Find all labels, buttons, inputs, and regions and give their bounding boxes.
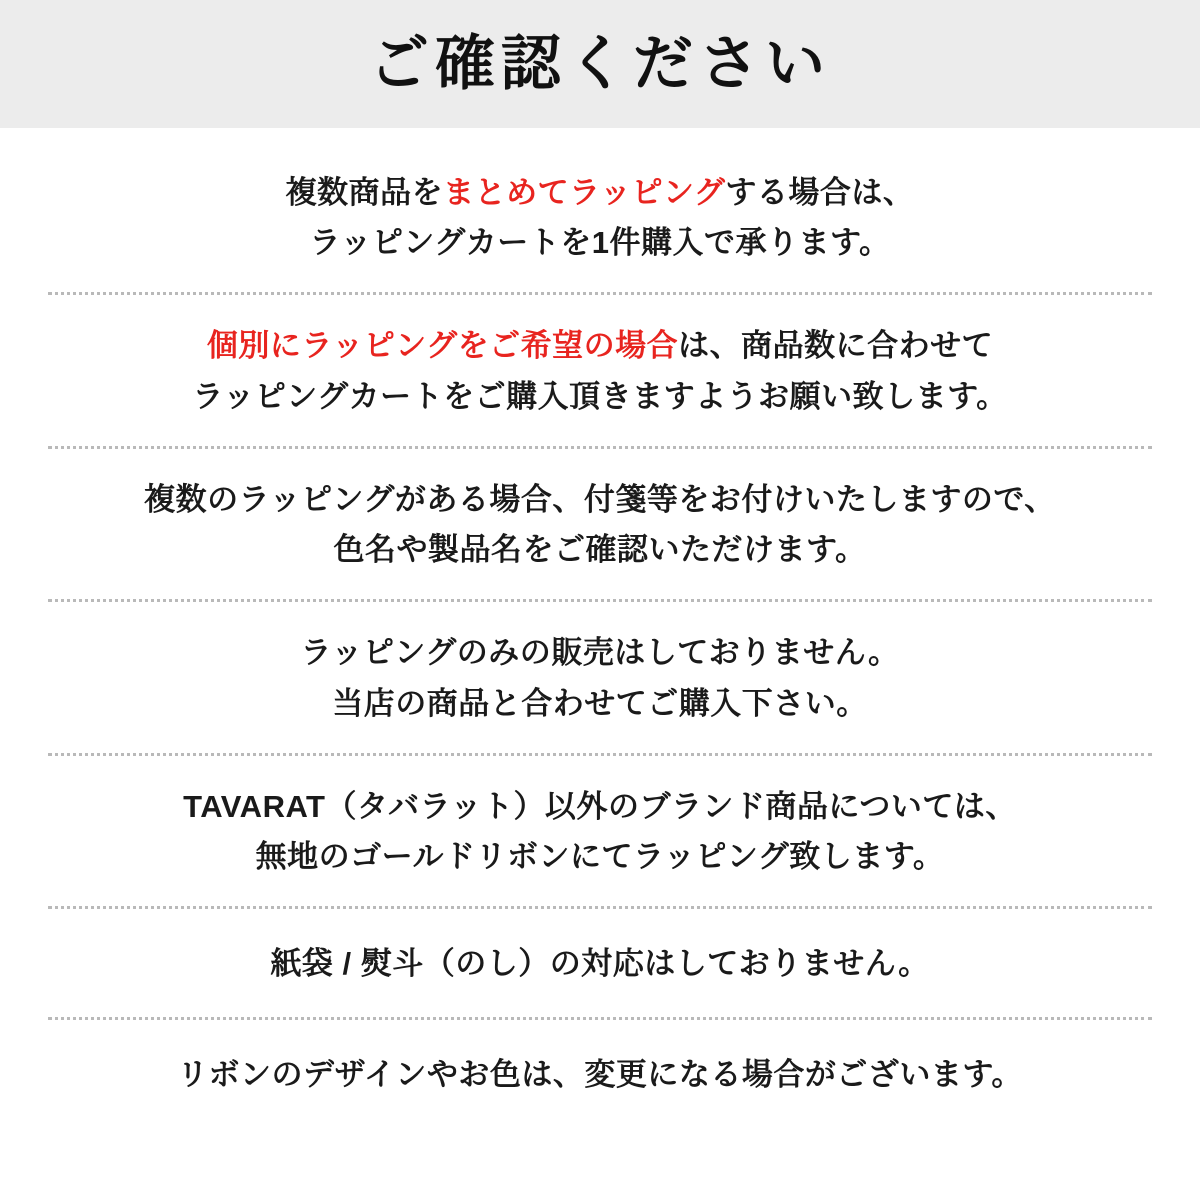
notice-line (48, 372, 1152, 422)
note-individual-wrapping (48, 295, 1152, 448)
notice-line (48, 218, 1152, 268)
highlighted-text: まとめてラッピング (443, 175, 726, 210)
notice-line (48, 525, 1152, 575)
notice-line (48, 475, 1152, 525)
page-header (0, 0, 1200, 128)
notice-text: TAVARAT（タバラット）以外のブランド商品については、 (183, 788, 1017, 824)
notice-line (48, 628, 1152, 678)
notice-text: は、商品数に合わせて (678, 328, 994, 364)
notice-line (48, 782, 1152, 832)
notice-text: する場合は、 (725, 175, 915, 210)
notice-text: 複数のラッピングがある場合、付箋等をお付けいたしますので、 (144, 481, 1056, 517)
note-ribbon-design (48, 1020, 1152, 1124)
notice-text: ラッピングカートを1件購入で承ります。 (309, 225, 891, 261)
notice-line (48, 1050, 1152, 1100)
highlighted-text: 個別にラッピングをご希望の場合 (206, 328, 679, 364)
note-no-standalone-sale (48, 602, 1152, 755)
notice-text: 当店の商品と合わせてご購入下さい。 (332, 685, 868, 721)
notice-line (48, 168, 1152, 218)
notice-line (48, 832, 1152, 882)
notice-text: 複数商品を (285, 175, 444, 210)
note-bulk-wrapping (48, 128, 1152, 295)
notice-text: ラッピングカートをご購入頂きますようお願い致します。 (192, 378, 1008, 414)
note-other-brands (48, 756, 1152, 909)
notice-list (0, 128, 1200, 1200)
note-no-paperbag-noshi (48, 909, 1152, 1020)
notice-text: ラッピングのみの販売はしておりません。 (300, 635, 900, 671)
page-title: ご確認ください (369, 30, 831, 97)
notice-line (48, 321, 1152, 371)
notice-text: 紙袋 / 熨斗（のし）の対応はしておりません。 (270, 946, 930, 982)
notice-text: リボンのデザインやお色は、変更になる場合がございます。 (177, 1057, 1023, 1093)
notice-text: 色名や製品名をご確認いただけます。 (333, 532, 867, 568)
notice-line (48, 939, 1152, 989)
notice-text: 無地のゴールドリボンにてラッピング致します。 (255, 838, 945, 874)
note-tags (48, 449, 1152, 602)
notice-line (48, 679, 1152, 729)
